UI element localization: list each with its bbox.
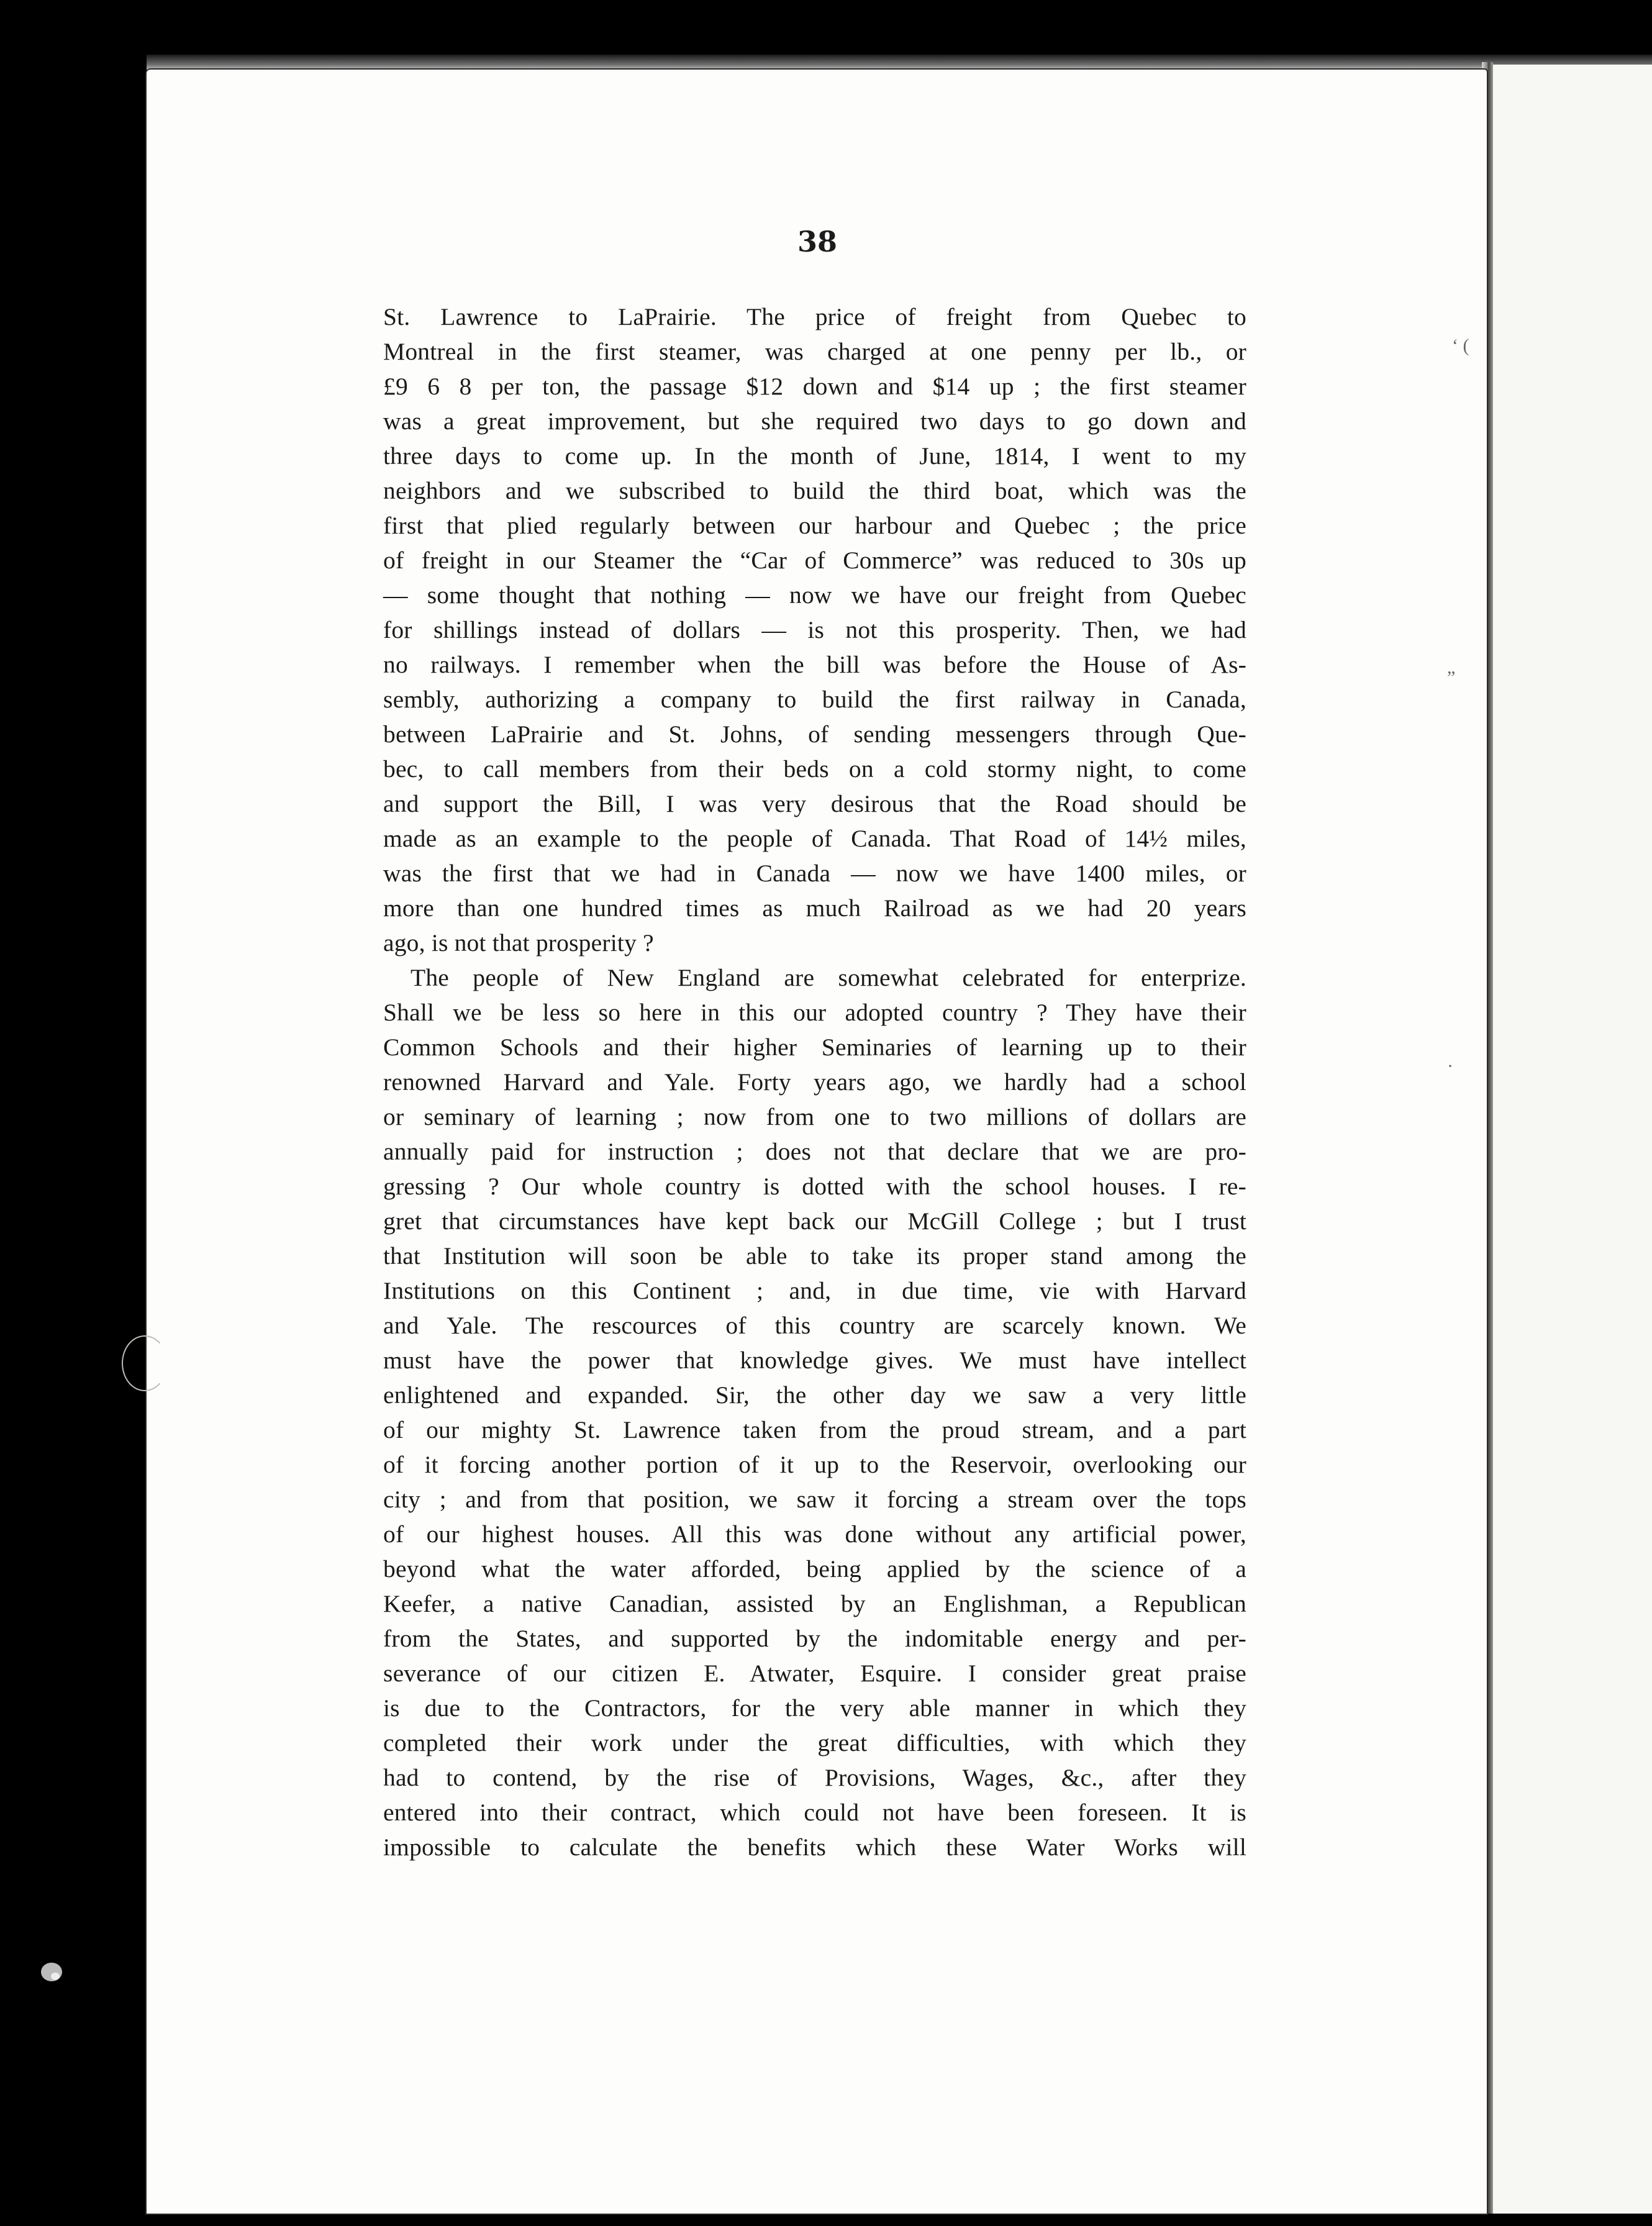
text-line: three days to come up. In the month of June, 1814, I went to my [383, 442, 1246, 470]
text-line: gret that circumstances have kept back our McGill College ; but I trust [383, 1207, 1246, 1235]
text-line: no railways. I remember when the bill was before the House of As- [383, 651, 1246, 678]
text-line: first that plied regularly between our harbour and Quebec ; the price [383, 512, 1246, 539]
text-line: Shall we be less so here in this our adopted country ? They have their [383, 999, 1246, 1026]
margin-mark: · [1447, 1056, 1453, 1076]
text-line: had to contend, by the rise of Provisions, Wages, &c., after they [383, 1764, 1246, 1791]
text-line: of our mighty St. Lawrence taken from the proud stream, and a part [383, 1416, 1246, 1443]
page-top-edge [147, 55, 1652, 71]
text-line: — some thought that nothing — now we have our freight from Quebec [383, 581, 1246, 609]
text-line: between LaPrairie and St. Johns, of sending messengers through Que- [383, 720, 1246, 748]
page-number: 38 [797, 225, 837, 258]
text-line: severance of our citizen E. Atwater, Esquire. I consider great praise [383, 1660, 1246, 1687]
text-line: beyond what the water afforded, being applied by the science of a [383, 1555, 1246, 1583]
margin-mark: „ [1447, 657, 1456, 678]
text-line: Common Schools and their higher Seminaries of learning up to their [383, 1034, 1246, 1061]
text-line: sembly, authorizing a company to build the first railway in Canada, [383, 686, 1246, 713]
text-line: neighbors and we subscribed to build the third boat, which was the [383, 477, 1246, 504]
text-line: was a great improvement, but she required two days to go down and [383, 407, 1246, 435]
text-line: Institutions on this Continent ; and, in due time, vie with Harvard [383, 1277, 1246, 1304]
text-line: Montreal in the first steamer, was charged at one penny per lb., or [383, 338, 1246, 365]
scan-speck [51, 1973, 60, 1980]
text-line: bec, to call members from their beds on a cold stormy night, to come [383, 755, 1246, 783]
text-line: or seminary of learning ; now from one to two millions of dollars are [383, 1103, 1246, 1130]
text-line: gressing ? Our whole country is dotted with the school houses. I re- [383, 1173, 1246, 1200]
text-line: and support the Bill, I was very desirous that the Road should be [383, 790, 1246, 817]
text-line: The people of New England are somewhat celebrated for enterprize. [411, 964, 1246, 991]
text-line: was the first that we had in Canada — now we have 1400 miles, or [383, 860, 1246, 887]
facing-page-edge [1493, 65, 1652, 2214]
text-line: city ; and from that position, we saw it forcing a stream over the tops [383, 1486, 1246, 1513]
text-line: enlightened and expanded. Sir, the other day we saw a very little [383, 1381, 1246, 1409]
margin-mark: ‘ ( [1452, 335, 1469, 356]
text-line: for shillings instead of dollars — is not this prosperity. Then, we had [383, 616, 1246, 643]
text-line: annually paid for instruction ; does not that declare that we are pro- [383, 1138, 1246, 1165]
text-line: Keefer, a native Canadian, assisted by an Englishman, a Republican [383, 1590, 1246, 1617]
text-line: of it forcing another portion of it up to the Reservoir, overlooking our [383, 1451, 1246, 1478]
text-line: renowned Harvard and Yale. Forty years ago, we hardly had a school [383, 1068, 1246, 1096]
text-line: £9 6 8 per ton, the passage $12 down and $14 up ; the first steamer [383, 373, 1246, 400]
text-line: impossible to calculate the benefits which these Water Works will [383, 1833, 1246, 1861]
text-line: entered into their contract, which could not have been foreseen. It is [383, 1799, 1246, 1826]
text-line: of freight in our Steamer the “Car of Commerce” was reduced to 30s up [383, 547, 1246, 574]
text-line: ago, is not that prosperity ? [383, 929, 654, 956]
text-line: from the States, and supported by the indomitable energy and per- [383, 1625, 1246, 1652]
text-line: is due to the Contractors, for the very able manner in which they [383, 1694, 1246, 1722]
text-line: more than one hundred times as much Railroad as we had 20 years [383, 894, 1246, 922]
text-line: must have the power that knowledge gives. We must have intellect [383, 1347, 1246, 1374]
text-line: and Yale. The rescources of this country are scarcely known. We [383, 1312, 1246, 1339]
text-line: made as an example to the people of Canada. That Road of 14½ miles, [383, 825, 1246, 852]
text-line: of our highest houses. All this was done without any artificial power, [383, 1520, 1246, 1548]
text-line: completed their work under the great difficulties, with which they [383, 1729, 1246, 1756]
text-line: St. Lawrence to LaPrairie. The price of freight from Quebec to [383, 303, 1246, 330]
text-line: that Institution will soon be able to take its proper stand among the [383, 1242, 1246, 1270]
body-text [383, 299, 1246, 1865]
punch-hole-shadow [122, 1335, 168, 1391]
